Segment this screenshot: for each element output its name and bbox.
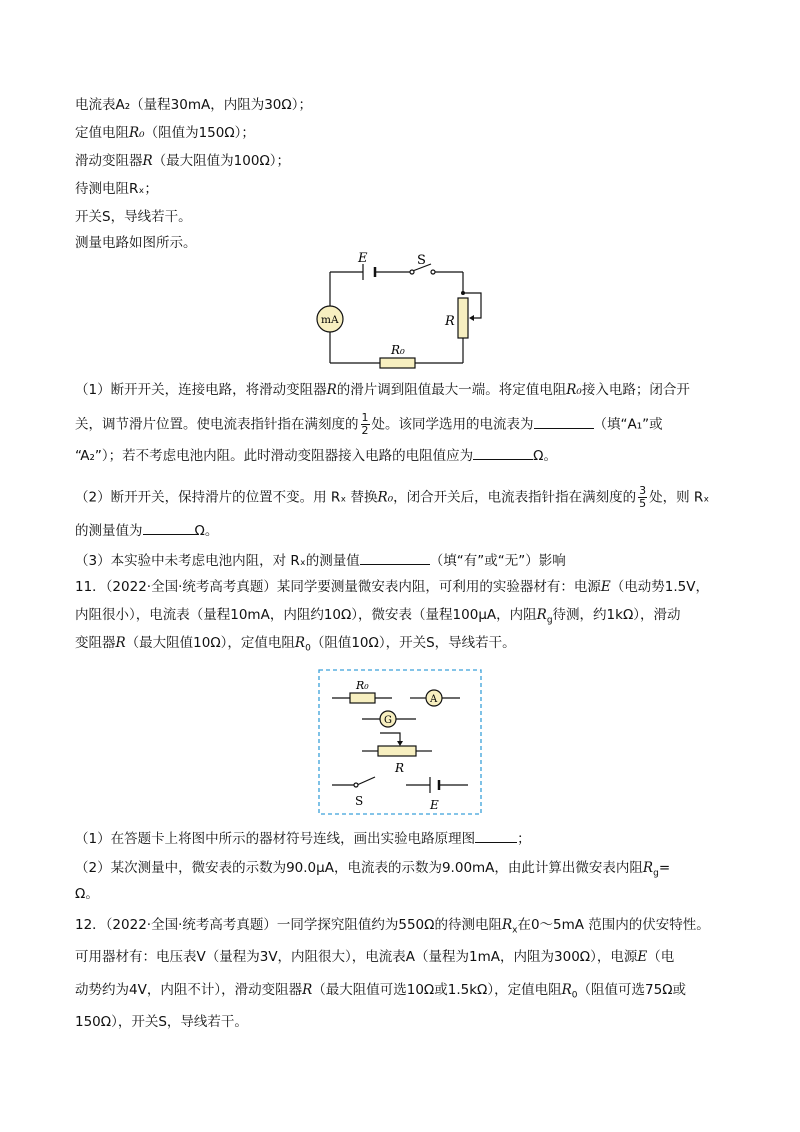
answer-blank-rheostat-value[interactable] bbox=[473, 445, 533, 460]
item-unknown-resistor: 待测电阻Rₓ； bbox=[75, 181, 158, 197]
answer-blank-effect[interactable] bbox=[360, 550, 430, 565]
label-r: R bbox=[445, 314, 455, 329]
rheostat-symbol bbox=[458, 298, 468, 338]
label-r0: R₀ bbox=[356, 679, 369, 692]
answer-blank-rx-value[interactable] bbox=[143, 520, 195, 535]
label-ma: mA bbox=[321, 314, 339, 326]
answer-blank-ammeter[interactable] bbox=[534, 414, 594, 429]
fraction-three-fifths: $\frac{3}{5}$ bbox=[639, 484, 647, 510]
q12-line1: 12．（2022·全国·统考高考真题）一同学探究阻值约为550Ω的待测电阻$R_x$在0～5mA 范围内的伏安特性。 bbox=[75, 917, 710, 936]
item-switch: 开关S，导线若干。 bbox=[75, 209, 192, 225]
label-r: R bbox=[395, 761, 405, 775]
q10-part2-line1: （2）断开开关，保持滑片的位置不变。用 Rₓ 替换R₀，闭合开关后，电流表指针指在满刻度的 $\frac{3}{5}$ 处，则 Rₓ bbox=[75, 484, 710, 510]
label-r0: R₀ bbox=[391, 343, 405, 357]
q10-part2-line2: 的测量值为 Ω。 bbox=[75, 520, 218, 541]
q12-line2: 可用器材有：电压表V（量程为3V，内阻很大），电流表A（量程为1mA，内阻为300Ω），电源E（电 bbox=[75, 949, 675, 965]
q12-line4: 150Ω），开关S，导线若干。 bbox=[75, 1014, 248, 1030]
q10-part1-line3: “A₂”）；若不考虑电池内阻。此时滑动变阻器接入电路的电阻值应为 Ω。 bbox=[75, 445, 557, 466]
label-g: G bbox=[384, 715, 392, 726]
r0-component bbox=[350, 693, 375, 703]
label-s: S bbox=[417, 253, 426, 268]
q12-line3: 动势约为4V，内阻不计），滑动变阻器R（最大阻值可选10Ω或1.5kΩ），定值电阻$R_0$（阻值可选75Ω或 bbox=[75, 982, 687, 1001]
label-s: S bbox=[355, 794, 364, 808]
circuit-figure-1 bbox=[305, 250, 505, 375]
q11-line2: 内阻很小），电流表（量程10mA，内阻约10Ω），微安表（量程100μA，内阻$R_g$待测，约1kΩ），滑动 bbox=[75, 607, 681, 626]
q10-part1-line1: （1）断开开关，连接电路，将滑动变阻器R的滑片调到阻值最大一端。将定值电阻R₀接入电路；闭合开 bbox=[75, 382, 690, 398]
q10-part1-line2: 关，调节滑片位置。使电流表指针指在满刻度的 $\frac{1}{2}$ 处。该同学选用的电流表为 （填“A₁”或 bbox=[75, 411, 663, 437]
label-a: A bbox=[430, 694, 438, 705]
q11-line1: 11．（2022·全国·统考高考真题）某同学要测量微安表内阻，可利用的实验器材有：电源E（电动势1.5V， bbox=[75, 579, 709, 595]
rheostat-component bbox=[378, 746, 416, 756]
q11-line3: 变阻器R（最大阻值10Ω），定值电阻$R_0$（阻值10Ω），开关S，导线若干。 bbox=[75, 635, 516, 654]
fraction-half: $\frac{1}{2}$ bbox=[361, 411, 369, 437]
label-e: E bbox=[358, 251, 368, 266]
item-fixed-resistor: 定值电阻R₀（阻值为150Ω）； bbox=[75, 125, 255, 141]
components-figure-2 bbox=[318, 669, 482, 815]
r0-symbol bbox=[380, 358, 415, 368]
q11-part2: （2）某次测量中，微安表的示数为90.0μA，电流表的示数为9.00mA，由此计算出微安表内阻$R_g=$ bbox=[75, 860, 671, 879]
q11-part1: （1）在答题卡上将图中所示的器材符号连线，画出实验电路原理图 ； bbox=[75, 828, 531, 849]
answer-blank-circuit[interactable] bbox=[475, 828, 517, 843]
q10-part3: （3）本实验中未考虑电池内阻，对 Rₓ的测量值 （填“有”或“无”）影响 bbox=[75, 550, 566, 571]
label-e: E bbox=[430, 798, 439, 812]
item-circuit-note: 测量电路如图所示。 bbox=[75, 235, 197, 251]
item-rheostat: 滑动变阻器R（最大阻值为100Ω）； bbox=[75, 153, 291, 169]
q11-part2-unit: Ω。 bbox=[75, 886, 99, 902]
item-ammeter-a2: 电流表A₂（量程30mA，内阻为30Ω）； bbox=[75, 97, 312, 113]
